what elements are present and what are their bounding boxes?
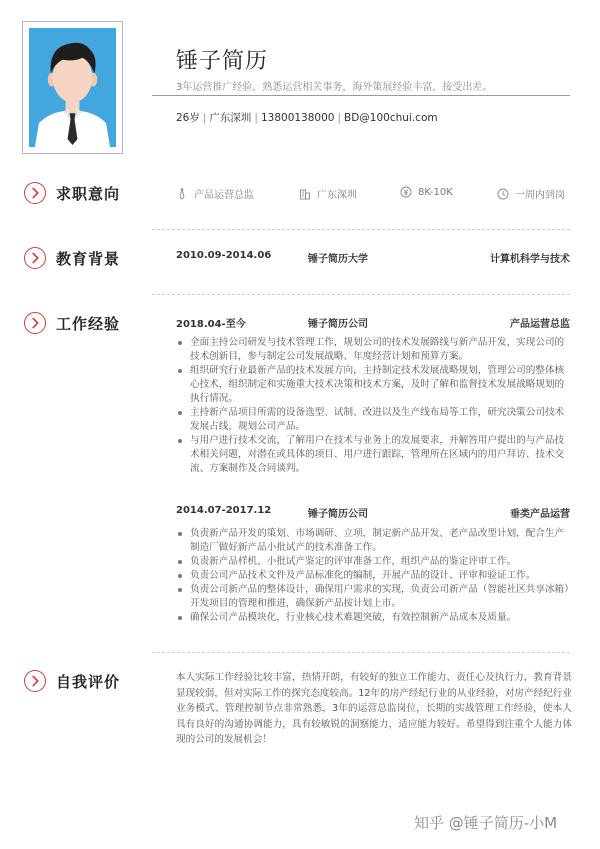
job-position: 垂类产品运营: [510, 509, 570, 520]
section-title-self: [24, 670, 120, 692]
info-age: 26岁: [176, 112, 200, 124]
intent-position-text: 产品运营总监: [194, 190, 254, 201]
yen-icon: [400, 186, 412, 198]
edu-date: 2010.09-2014.06: [176, 250, 272, 261]
list-item: 负责公司新产品的整体设计，确保用户需求的实现，负责公司新产品（智能社区共享冰箱）开发项目的管理和推进，确保新产品按计划上市。: [176, 583, 572, 611]
info-location: 广东深圳: [209, 112, 252, 124]
list-item: 负责新产品样机、小批试产鉴定的评审准备工作，组织产品的鉴定评审工作。: [176, 555, 572, 569]
info-separator: |: [254, 112, 258, 124]
tie-icon: [176, 188, 188, 200]
info-email: BD@100chui.com: [344, 112, 438, 124]
intent-city-text: 广东深圳: [317, 190, 357, 201]
section-title-intent: [24, 182, 120, 204]
chevron-right-icon: [24, 182, 46, 204]
chevron-right-icon: [24, 247, 46, 269]
resume-slogan: 3年运营推广经验，熟悉运营相关事务，海外策展经验丰富，接受出差。: [176, 82, 493, 93]
list-item: 确保公司产品模块化，行业核心技术难题突破，有效控制新产品成本及质量。: [176, 611, 572, 625]
job-position: 产品运营总监: [510, 319, 570, 330]
info-separator: |: [337, 112, 342, 124]
intent-availability: [497, 186, 565, 201]
info-phone: 13800138000: [260, 112, 335, 124]
job-duties-list: [176, 336, 572, 476]
intent-salary-text: 8K-10K: [418, 186, 453, 198]
contact-info: [176, 110, 438, 125]
clock-icon: [497, 188, 509, 200]
job-duties-list: [176, 527, 572, 625]
section-divider: [152, 229, 570, 230]
job-date: 2014.07-2017.12: [176, 505, 272, 516]
intent-salary: [400, 186, 453, 198]
chevron-right-icon: [24, 670, 46, 692]
resume-name: 锤子简历: [176, 49, 269, 74]
edu-major: 计算机科学与技术: [490, 254, 570, 265]
intent-position: [176, 186, 254, 201]
job-company: 锤子简历公司: [308, 319, 368, 330]
intent-city: [299, 186, 357, 201]
intent-availability-text: 一周内到岗: [515, 190, 565, 201]
header-divider: [152, 95, 570, 96]
job-company: 锤子简历公司: [308, 509, 368, 520]
list-item: 全面主持公司研发与技术管理工作，规划公司的技术发展路线与新产品开发，实现公司的技术创新目，参与制定公司发展战略、年度经营计划和预算方案。: [176, 336, 572, 364]
list-item: 组织研究行业最新产品的技术发展方向，主持制定技术发展战略规划，管理公司的整体核心技术，组织制定和实施重大技术决策和技术方案，及时了解和监督技术发展战略规划的执行情况。: [176, 364, 572, 406]
section-label: 教育背景: [56, 249, 121, 268]
section-title-education: [24, 247, 120, 269]
profile-photo-frame: [22, 21, 123, 154]
building-icon: [299, 188, 311, 200]
list-item: 负责新产品开发的策划、市场调研、立项，制定新产品开发、老产品改型计划，配合生产制造厂做好新产品小批试产的技术准备工作。: [176, 527, 572, 555]
avatar: [29, 28, 116, 147]
list-item: 负责公司产品技术文件及产品标准化的编制，开展产品的设计、评审和验证工作。: [176, 569, 572, 583]
section-label: 求职意向: [56, 184, 121, 203]
list-item: 主持新产品项目所需的设备选型、试制、改进以及生产线布局等工作，研究决策公司技术发展占线，规划公司产品。: [176, 406, 572, 434]
chevron-right-icon: [24, 312, 46, 334]
job-date: 2018.04-至今: [176, 319, 246, 330]
edu-school: 锤子简历大学: [308, 254, 368, 265]
section-label: 工作经验: [56, 314, 121, 333]
section-label: 自我评价: [56, 672, 121, 691]
self-evaluation-text: 本人实际工作经验比较丰富，热情开朗，有较好的独立工作能力、责任心及执行力，教育背景显现较弱，但对实际工作的探究态度较高。12年的房产经纪行业的从业经验，对房产经纪行业业务模式、管理控制节点非常熟悉，3年的运营总监岗位，长期的实战管理工作经验，使本人具有良好的沟通协调能力，具有较敏锐的洞察能力，适应能力较好。希望得到注重个人能力体现的公司的发展机会！: [176, 672, 572, 746]
info-separator: |: [202, 112, 207, 124]
section-divider: [152, 294, 570, 295]
section-title-work: [24, 312, 120, 334]
watermark: 知乎 @锤子简历-小M: [414, 814, 558, 832]
section-divider: [152, 652, 570, 653]
list-item: 与用户进行技术交流，了解用户在技术与业务上的发展要求，并解答用户提出的与产品技术相关问题，对潜在或具体的项目、用户进行跟踪，管理所在区域内的用户拜访、技术交流、方案制作及合同谈判。: [176, 434, 572, 476]
